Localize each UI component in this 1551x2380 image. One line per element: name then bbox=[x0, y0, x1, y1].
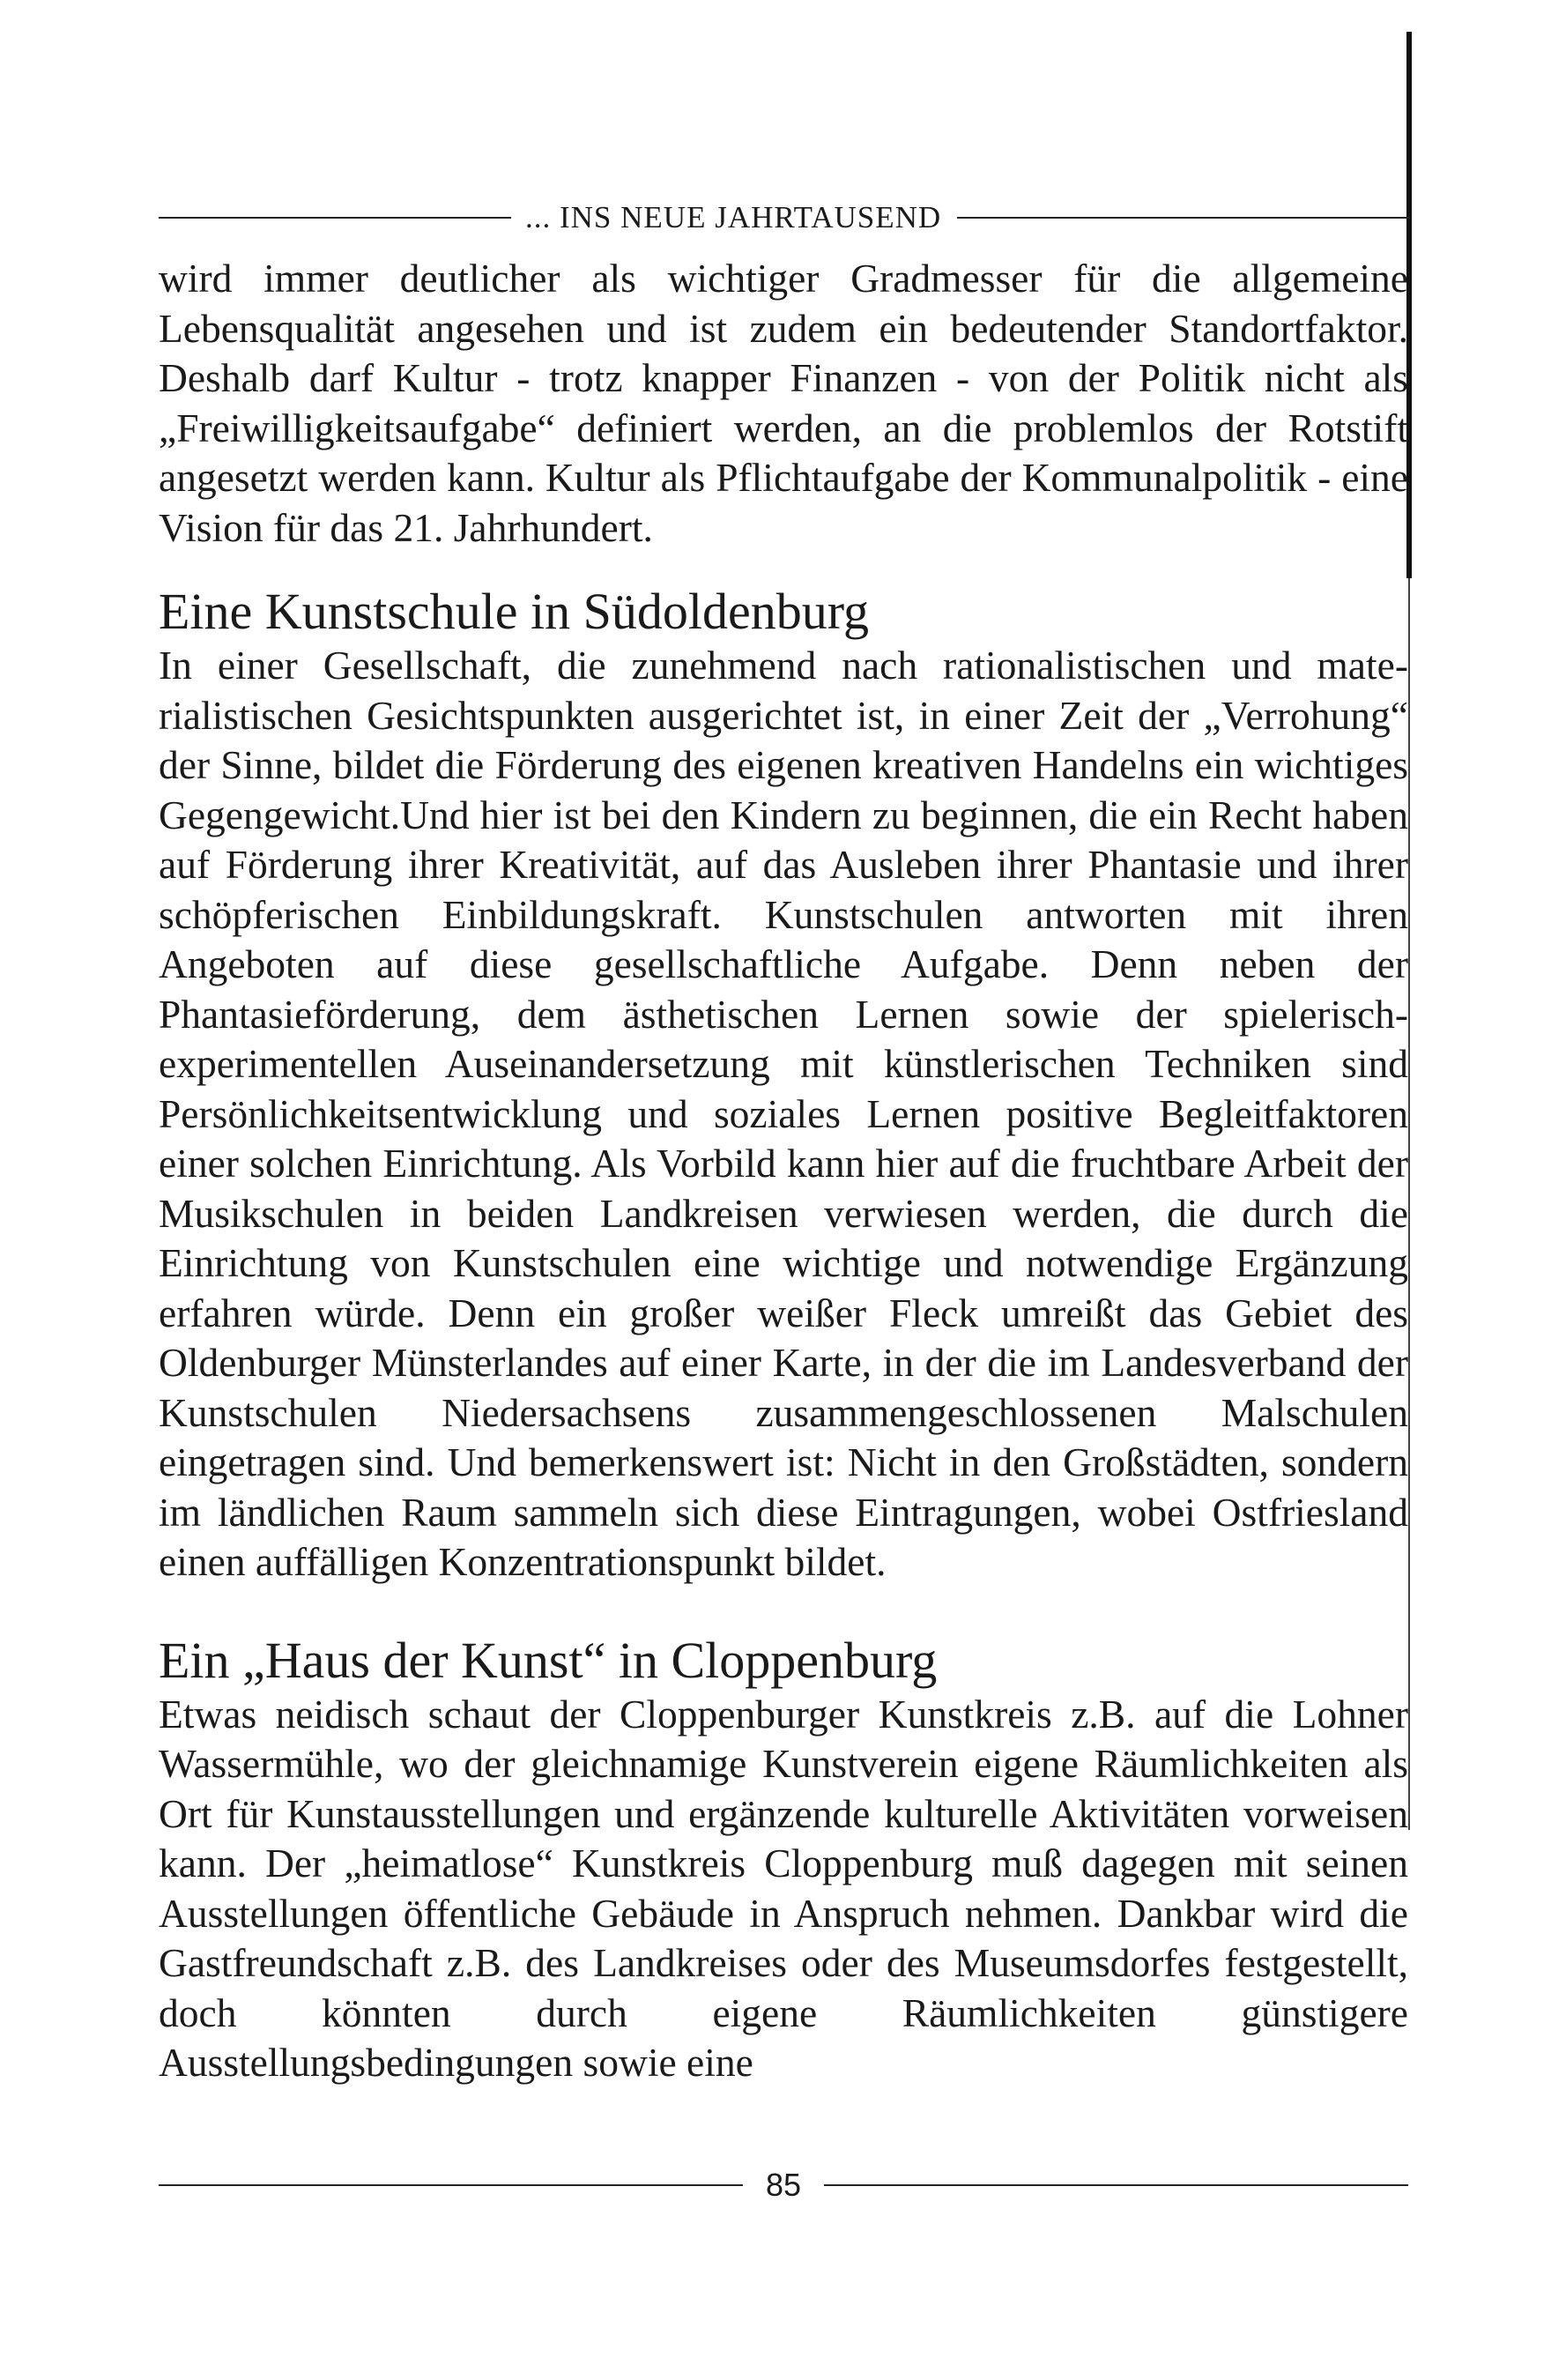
running-title: ... INS NEUE JAHRTAUSEND bbox=[525, 200, 942, 234]
footer-rule-right bbox=[824, 2184, 1408, 2186]
main-text bbox=[159, 254, 1408, 2088]
section-text-kunstschule: In einer Gesellschaft, die zunehmend nach rationalistischen und materialistischen Gesichtspunkten ausgerichtet ist, in einer Zeit der „Verrohung“ der Sinne, bildet die Förderung des eigenen kreativen Handelns ein wichtiges Gegengewicht.Und hier ist bei den Kindern zu beginnen, die ein Recht haben auf Förderung ihrer Kreativität, auf das Ausleben ihrer Phantasie und ihrer schöpferischen Einbildungskraft. Kunstschulen antworten mit ihren Angeboten auf diese gesellschaftliche Aufgabe. Denn neben der Phantasieförderung, dem ästhetischen Lernen sowie der spielerisch-experimentellen Auseinandersetzung mit künstlerischen Techniken sind Persönlichkeitsentwicklung und soziales Lernen positive Begleitfaktoren einer solchen Einrichtung. Als Vorbild kann hier auf die fruchtbare Arbeit der Musikschulen in beiden Landkreisen verwiesen werden, die durch die Einrichtung von Kunstschulen eine wichtige und notwendige Ergänzung erfahren würde. Denn ein großer weißer Fleck umreißt das Gebiet des Oldenburger Münsterlandes auf einer Karte, in der die im Landesverband der Kunstschulen Niedersachsens zusammengeschlossenen Malschulen eingetragen sind. Und bemerkenswert ist: Nicht in den Großstädten, sondern im ländlichen Raum sammeln sich diese Eintragungen, wobei Ostfriesland einen auffälligen Konzentrationspunkt bildet. bbox=[159, 643, 1408, 1584]
page-footer bbox=[159, 2163, 1408, 2207]
scan-edge-line bbox=[1408, 578, 1410, 1830]
intro-paragraph: wird immer deutlicher als wichtiger Gradmesser für die allgemeine Lebensqualität angesehen und ist zudem ein bedeutender Standortfaktor. Deshalb darf Kultur - trotz knapper Finanzen - von der Politik nicht als „Freiwilligkeitsaufgabe“ definiert werden, an die problemlos der Rotstift angesetzt werden kann. Kultur als Pflichtaufgabe der Kommunalpolitik - eine Vision für das 21. Jahrhundert. bbox=[159, 256, 1408, 550]
page-number: 85 bbox=[765, 2167, 802, 2203]
footer-rule-left bbox=[159, 2184, 743, 2186]
section-heading-kunstschule: Eine Kunstschule in Südoldenburg bbox=[159, 583, 870, 640]
header-rule-right bbox=[957, 217, 1410, 219]
section-text-haus-der-kunst: Etwas neidisch schaut der Cloppenburger Kunstkreis z.B. auf die Lohner Wassermühle, wo der gleichnamige Kunstverein eigene Räumlichkeiten als Ort für Kunstausstellungen und ergänzende kulturelle Aktivitäten vorweisen kann. Der „heimatlose“ Kunstkreis Cloppenburg muß dagegen mit seinen Ausstellungen öffentliche Gebäude in Anspruch nehmen. Dankbar wird die Gastfreundschaft z.B. des Landkreises oder des Museumsdorfes festgestellt, doch könnten durch eigene Räumlichkeiten günstigere Ausstellungsbedingungen sowie eine bbox=[159, 1691, 1408, 2085]
header-rule-left bbox=[159, 217, 511, 219]
running-header bbox=[159, 196, 1410, 240]
section-heading-haus-der-kunst: Ein „Haus der Kunst“ in Cloppenburg bbox=[159, 1631, 938, 1689]
